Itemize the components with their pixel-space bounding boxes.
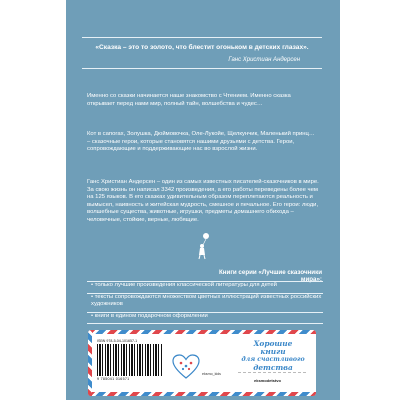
series-features-list: [87, 281, 323, 324]
series-title: Книги серии «Лучшие сказочники мира»:: [219, 269, 322, 283]
child-with-balloon-icon: [194, 232, 212, 260]
body-paragraph-3: [87, 179, 319, 230]
body-paragraph-1: [87, 93, 319, 113]
heart-icon: [172, 354, 200, 380]
barcode-block: [97, 339, 169, 387]
airmail-stripes: [88, 330, 316, 334]
list-item: • только лучшие произведения классической литературы для детей: [87, 281, 323, 293]
epigraph-quote: [82, 37, 322, 69]
barcode: [97, 344, 163, 376]
slogan-line: детства: [253, 363, 293, 372]
slogan-line: Хорошие: [253, 339, 293, 348]
paragraph-text: Именно со сказки начинается наше знакомство с Чтением. Именно сказка открывает перед нами мир, полный тайн, волшебства и чудес…: [87, 93, 291, 107]
list-item: • тексты сопровождаются множеством цветных иллюстраций известных российских художников: [87, 293, 323, 312]
social-handle: eksmo_kids: [202, 372, 221, 376]
slogan: [238, 340, 308, 372]
barcode-number: 9 785041 016571: [97, 377, 130, 381]
airmail-stripes: [88, 330, 92, 396]
paragraph-text: Ганс Христиан Андерсен – один из самых известных писателей-сказочников в мире. За свою жизнь он написал 3342 произведения, а его работы переведены более чем на 125 языков. В его сказках удивительным образом переплетаются реальность и вымысел, наивность и житейская мудрость, смешное и печальное. Его герои: люди, волшебные существа, животные, игрушки, предметы домашнего обихода – человечные, стойкие, верные, любящие.: [87, 179, 319, 223]
slogan-line: для счастливого: [241, 356, 305, 363]
quote-author: Ганс Христиан Андерсен: [228, 56, 300, 63]
slogan-line: книги: [260, 347, 286, 356]
isbn-text: ISBN 978-5-04-101657-1: [97, 339, 138, 343]
paragraph-text: Кот в сапогах, Золушка, Дюймовочка, Оле-Лукойе, Щелкунчик, Маленький принц… – сказочные герои, которые становятся нашими друзьями с детства. Герои, сопровождающие и поддерживающие нас во взрослой жизни.: [87, 131, 315, 153]
list-item: • книги в едином подарочном оформлении: [87, 312, 323, 325]
publisher-sticker: [88, 330, 316, 396]
divider: [238, 372, 306, 373]
brand-handle: eksmodetstvo: [254, 378, 281, 383]
airmail-stripes: [88, 392, 316, 396]
quote-text: «Сказка – это то золото, что блестит огоньком в детских глазах».: [95, 44, 309, 51]
body-paragraph-2: [87, 131, 319, 159]
